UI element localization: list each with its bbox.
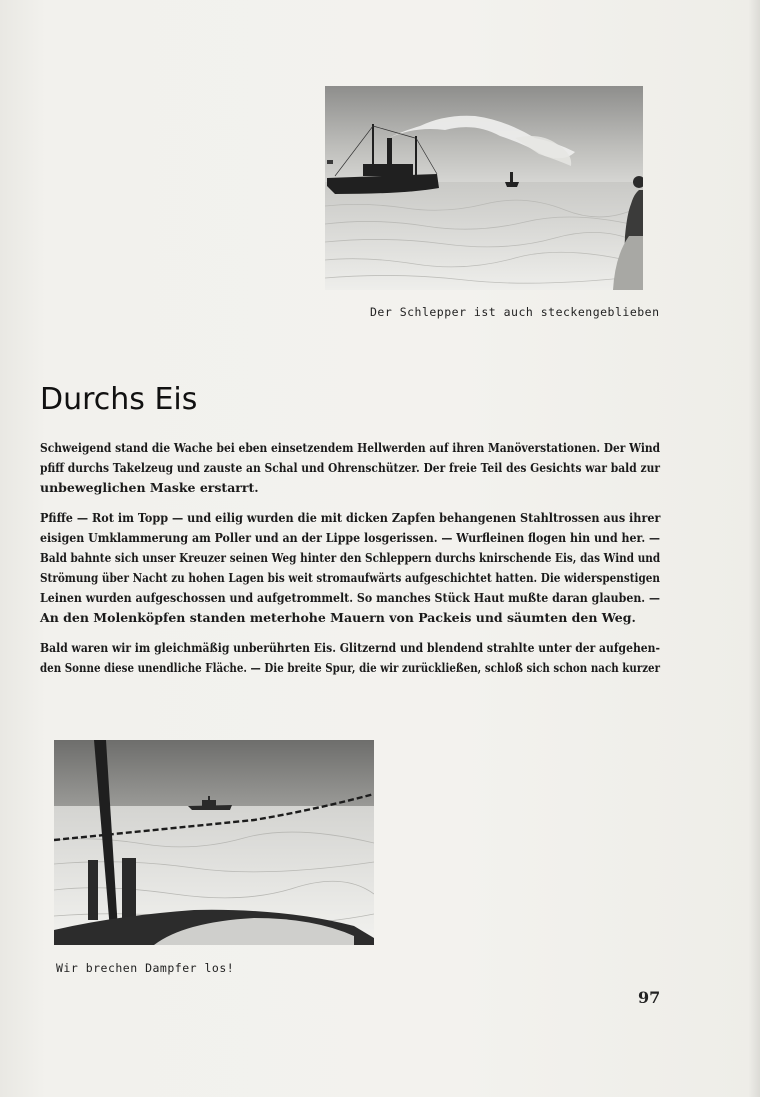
text-line: Leinen wurden aufgeschossen und aufgetrommelt. So manches Stück Haut mußte daran glauben. — bbox=[40, 590, 660, 605]
text-line: Bald waren wir im gleichmäßig unberührten Eis. Glitzernd und blendend strahlte unter der aufgehen- bbox=[40, 640, 660, 655]
text-line: pfiff durchs Takelzeug und zauste an Schal und Ohrenschützer. Der freie Teil des Gesichts war bald zur bbox=[40, 460, 660, 475]
page-title: Durchs Eis bbox=[40, 382, 198, 417]
photo-bow-view-over-ice bbox=[54, 740, 374, 945]
page-edge-shadow bbox=[748, 0, 760, 1097]
text-line: Schweigend stand die Wache bei eben einsetzendem Hellwerden auf ihren Manöverstationen. Der Wind bbox=[40, 440, 661, 455]
photo-caption-top: Der Schlepper ist auch steckengeblieben bbox=[370, 305, 660, 319]
article-body bbox=[40, 438, 660, 688]
paragraph-1 bbox=[40, 438, 660, 498]
text-line: An den Molenköpfen standen meterhohe Mauern von Packeis und säumten den Weg. bbox=[40, 610, 636, 625]
page-number: 97 bbox=[638, 988, 661, 1007]
paragraph-3 bbox=[40, 638, 660, 678]
photo-caption-bottom: Wir brechen Dampfer los! bbox=[56, 961, 235, 975]
text-line: eisigen Umklammerung am Poller und an der Lippe losgerissen. — Wurfleinen flogen hin und her. — bbox=[40, 530, 660, 545]
text-line: Strömung über Nacht zu hohen Lagen bis weit stromaufwärts aufgeschichtet hatten. Die widerspenstigen bbox=[40, 570, 660, 585]
text-line: Bald bahnte sich unser Kreuzer seinen Weg hinter den Schleppern durchs knirschende Eis, das Wind und bbox=[40, 550, 661, 565]
paragraph-2 bbox=[40, 508, 660, 628]
text-line: den Sonne diese unendliche Fläche. — Die breite Spur, die wir zurückließen, schloß sich schon nach kurzer bbox=[40, 660, 660, 675]
text-line: Pfiffe — Rot im Topp — und eilig wurden die mit dicken Zapfen behangenen Stahltrossen aus ihrer bbox=[40, 510, 661, 525]
photo-steamer-and-tug-in-ice bbox=[325, 86, 643, 290]
text-line: unbeweglichen Maske erstarrt. bbox=[40, 480, 259, 495]
